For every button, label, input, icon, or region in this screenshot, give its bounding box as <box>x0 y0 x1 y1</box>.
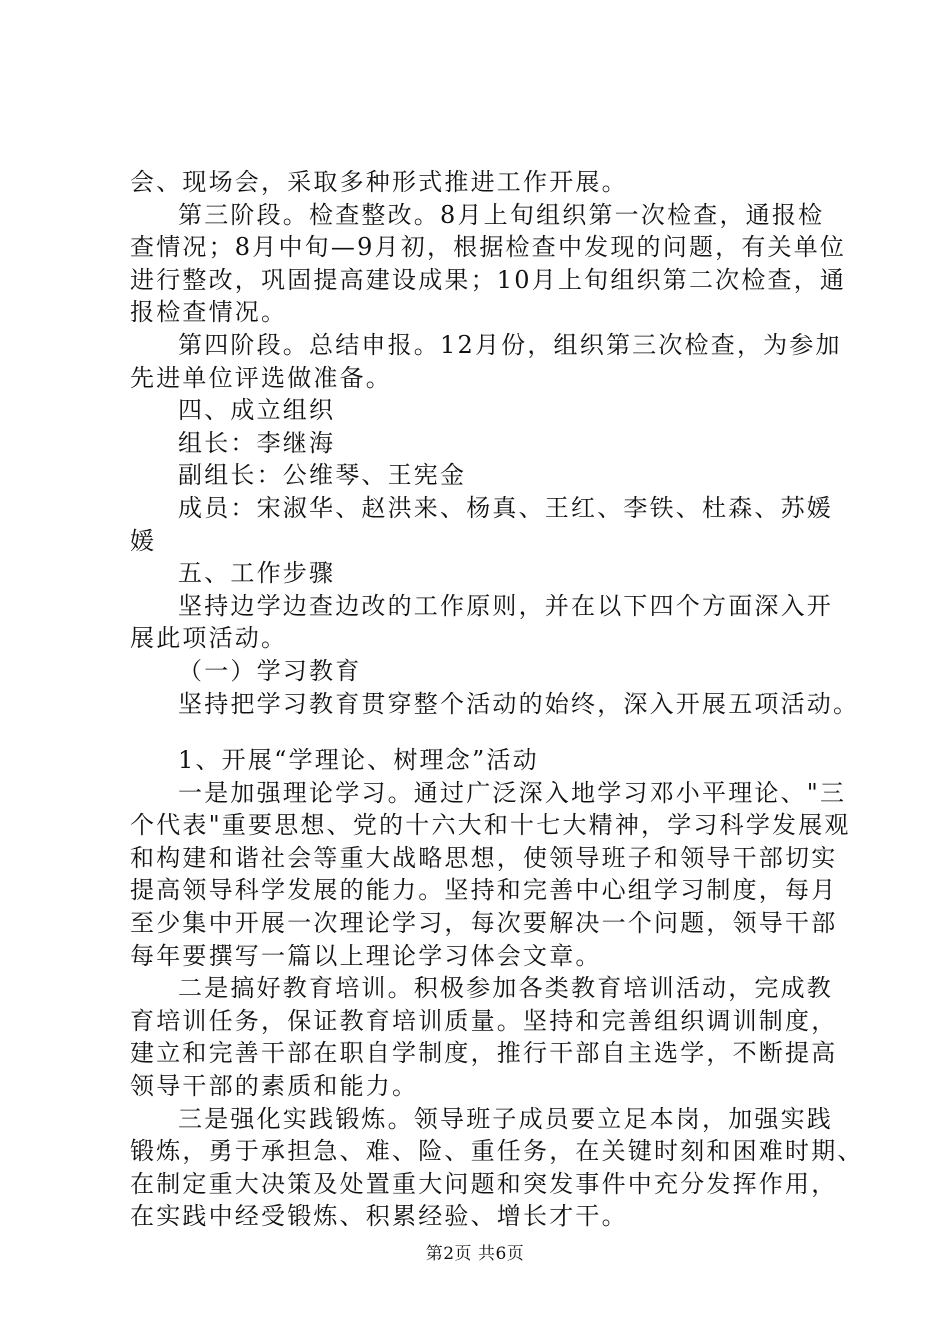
text-line: 第三阶段。检查整改。8月上旬组织第一次检查，通报检 <box>178 200 825 229</box>
text-line: 每年要撰写一篇以上理论学习体会文章。 <box>130 941 602 970</box>
text-line: 二是搞好教育培训。积极参加各类教育培训活动，完成教 <box>178 974 833 1003</box>
text-line: 成员：宋淑华、赵洪来、杨真、王红、李铁、杜森、苏媛 <box>178 493 833 522</box>
text-line: 锻炼，勇于承担急、难、险、重任务，在关键时刻和困难时期、 <box>130 1137 864 1166</box>
text-line: 查情况；8月中旬—9月初，根据检查中发现的问题，有关单位 <box>130 233 847 262</box>
text-line: （一）学习教育 <box>178 656 362 685</box>
text-line: 进行整改，巩固提高建设成果；10月上旬组织第二次检查，通 <box>130 265 847 294</box>
text-line: 第四阶段。总结申报。12月份，组织第三次检查，为参加 <box>178 330 842 359</box>
text-line: 会、现场会，采取多种形式推进工作开展。 <box>130 168 628 196</box>
text-line: 组长：李继海 <box>178 428 336 457</box>
text-line: 个代表"重要思想、党的十六大和十七大精神，学习科学发展观 <box>130 811 851 840</box>
document-body <box>130 166 864 1233</box>
text-line: 先进单位评选做准备。 <box>130 363 392 392</box>
text-line: 展此项活动。 <box>130 624 288 653</box>
text-line: 四、成立组织 <box>178 396 336 425</box>
text-line: 领导干部的素质和能力。 <box>130 1072 419 1101</box>
text-line: 坚持把学习教育贯穿整个活动的始终，深入开展五项活动。 <box>178 689 860 718</box>
text-line: 在制定重大决策及处置重大问题和突发事件中充分发挥作用， <box>130 1169 838 1198</box>
text-line: 在实践中经受锻炼、积累经验、增长才干。 <box>130 1202 628 1231</box>
text-line: 坚持边学边查边改的工作原则，并在以下四个方面深入开 <box>178 591 833 620</box>
paragraph-gap <box>130 720 840 744</box>
page-number-footer: 第2页 共6页 <box>425 1244 525 1264</box>
text-line: 副组长：公维琴、王宪金 <box>178 461 467 490</box>
text-line: 和构建和谐社会等重大战略思想，使领导班子和领导干部切实 <box>130 843 838 872</box>
text-line: 育培训任务，保证教育培训质量。坚持和完善组织调训制度， <box>130 1006 838 1035</box>
text-line: 五、工作步骤 <box>178 559 336 588</box>
text-line: 1、开展“学理论、树理念”活动 <box>178 746 539 775</box>
text-line: 三是强化实践锻炼。领导班子成员要立足本岗，加强实践 <box>178 1104 833 1133</box>
text-line: 至少集中开展一次理论学习，每次要解决一个问题，领导干部 <box>130 909 838 938</box>
text-line: 报检查情况。 <box>130 298 288 327</box>
text-line: 一是加强理论学习。通过广泛深入地学习邓小平理论、"三 <box>178 778 847 807</box>
text-line: 提高领导科学发展的能力。坚持和完善中心组学习制度，每月 <box>130 876 838 905</box>
text-line: 媛 <box>130 526 157 555</box>
text-line: 建立和完善干部在职自学制度，推行干部自主选学，不断提高 <box>130 1039 838 1068</box>
